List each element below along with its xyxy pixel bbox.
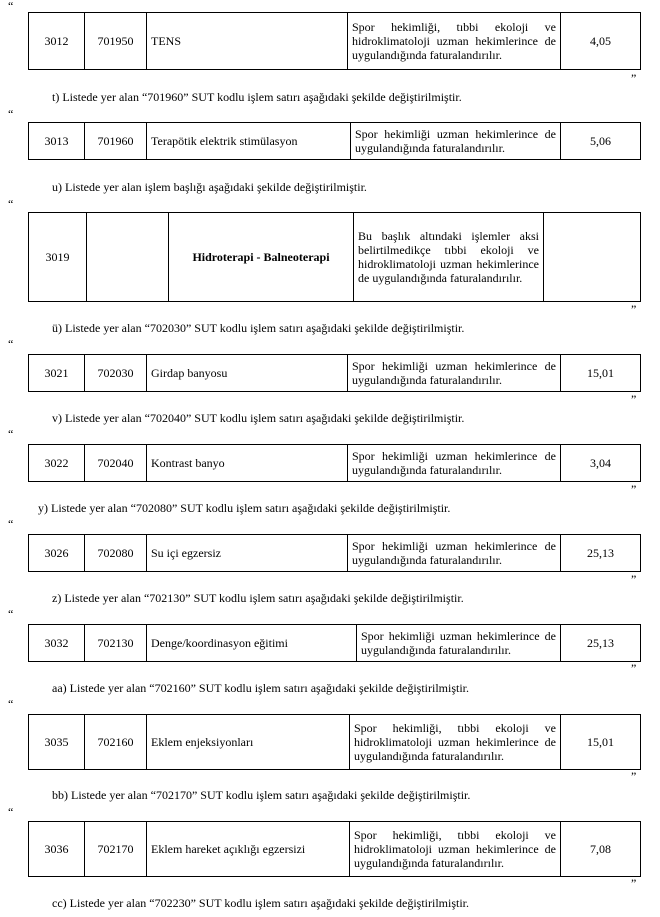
islem-kodu: 3035 [29,715,85,770]
table-row [28,122,641,160]
sut-kodu: 702080 [85,535,147,572]
islem-puani [544,213,641,302]
closing-quote: ” [631,769,637,783]
amendment-line: bb) Listede yer alan “702170” SUT kodlu işlem satırı aşağıdaki şekilde değiştirilmiştir. [52,788,471,802]
closing-quote: ” [631,482,637,496]
table-row [28,714,641,770]
amendment-line: z) Listede yer alan “702130” SUT kodlu işlem satırı aşağıdaki şekilde değiştirilmiştir. [52,591,464,605]
islem-kodu: 3032 [29,625,85,662]
amendment-line: cc) Listede yer alan “702230” SUT kodlu işlem satırı aşağıdaki şekilde değiştirilmiştir. [52,896,470,910]
amendment-line: u) Listede yer alan işlem başlığı aşağıdaki şekilde değiştirilmiştir. [52,180,367,194]
islem-kodu: 3026 [29,535,85,572]
table-row [28,354,641,392]
islem-puani: 15,01 [561,355,641,392]
sut-kodu: 702160 [85,715,147,770]
closing-quote: ” [631,302,637,316]
islem-kodu: 3036 [29,822,85,877]
closing-quote: ” [631,661,637,675]
islem-adi: Terapötik elektrik stimülasyon [147,123,351,160]
aciklama: Spor hekimliği uzman hekimlerince de uygulandığında faturalandırılır. [357,625,561,662]
closing-quote: ” [631,71,637,85]
amendment-line: v) Listede yer alan “702040” SUT kodlu işlem satırı aşağıdaki şekilde değiştirilmiştir. [52,411,465,425]
islem-puani: 5,06 [561,123,641,160]
table-row [28,534,641,572]
islem-adi: Girdap banyosu [147,355,348,392]
table-row [28,444,641,482]
islem-adi: Su içi egzersiz [147,535,348,572]
opening-quote: “ [8,0,14,13]
aciklama: Spor hekimliği uzman hekimlerince de uygulandığında faturalandırılır. [348,445,561,482]
amendment-line: y) Listede yer alan “702080” SUT kodlu işlem satırı aşağıdaki şekilde değiştirilmiştir. [38,501,451,515]
opening-quote: “ [8,197,14,211]
opening-quote: “ [8,107,14,121]
islem-puani: 25,13 [561,625,641,662]
opening-quote: “ [8,517,14,531]
opening-quote: “ [8,337,14,351]
opening-quote: “ [8,607,14,621]
aciklama: Spor hekimliği, tıbbi ekoloji ve hidroklimatoloji uzman hekimlerince de uygulandığında faturalandırılır. [350,822,561,877]
islem-adi: Denge/koordinasyon eğitimi [147,625,357,662]
table-row [28,624,641,662]
islem-adi: TENS [147,13,348,70]
sut-kodu: 702040 [85,445,147,482]
islem-puani: 3,04 [561,445,641,482]
sut-kodu: 701960 [85,123,147,160]
islem-puani: 4,05 [561,13,641,70]
aciklama: Spor hekimliği uzman hekimlerince de uygulandığında faturalandırılır. [351,123,561,160]
islem-puani: 7,08 [561,822,641,877]
table-row [28,212,641,302]
aciklama: Spor hekimliği, tıbbi ekoloji ve hidroklimatoloji uzman hekimlerince de uygulandığında faturalandırılır. [350,715,561,770]
opening-quote: “ [8,805,14,819]
closing-quote: ” [631,876,637,890]
islem-adi: Eklem enjeksiyonları [147,715,350,770]
sut-kodu: 702130 [85,625,147,662]
amendment-line: t) Listede yer alan “701960” SUT kodlu işlem satırı aşağıdaki şekilde değiştirilmiştir. [52,90,462,104]
closing-quote: ” [631,392,637,406]
islem-kodu: 3021 [29,355,85,392]
opening-quote: “ [8,697,14,711]
opening-quote: “ [8,427,14,441]
aciklama: Bu başlık altındaki işlemler aksi belirtilmedikçe tıbbi ekoloji ve hidroklimatoloji uzman hekimlerince de uygulandığında faturalandırılır. [354,213,544,302]
amendment-line: ü) Listede yer alan “702030” SUT kodlu işlem satırı aşağıdaki şekilde değiştirilmiştir. [52,321,465,335]
amendment-line: aa) Listede yer alan “702160” SUT kodlu işlem satırı aşağıdaki şekilde değiştirilmiştir. [52,681,470,695]
islem-kodu: 3019 [29,213,87,302]
aciklama: Spor hekimliği uzman hekimlerince de uygulandığında faturalandırılır. [348,535,561,572]
aciklama: Spor hekimliği uzman hekimlerince de uygulandığında faturalandırılır. [348,355,561,392]
sut-kodu: 701950 [85,13,147,70]
islem-adi: Eklem hareket açıklığı egzersizi [147,822,350,877]
islem-puani: 25,13 [561,535,641,572]
sut-kodu: 702030 [85,355,147,392]
islem-kodu: 3022 [29,445,85,482]
islem-puani: 15,01 [561,715,641,770]
sut-kodu: 702170 [85,822,147,877]
islem-kodu: 3013 [29,123,85,160]
aciklama: Spor hekimliği, tıbbi ekoloji ve hidroklimatoloji uzman hekimlerince de uygulandığında faturalandırılır. [348,13,561,70]
table-row [28,821,641,877]
islem-basligi: Hidroterapi - Balneoterapi [169,213,354,302]
islem-kodu: 3012 [29,13,85,70]
table-row [28,12,641,70]
sut-kodu [87,213,169,302]
islem-adi: Kontrast banyo [147,445,348,482]
closing-quote: ” [631,572,637,586]
